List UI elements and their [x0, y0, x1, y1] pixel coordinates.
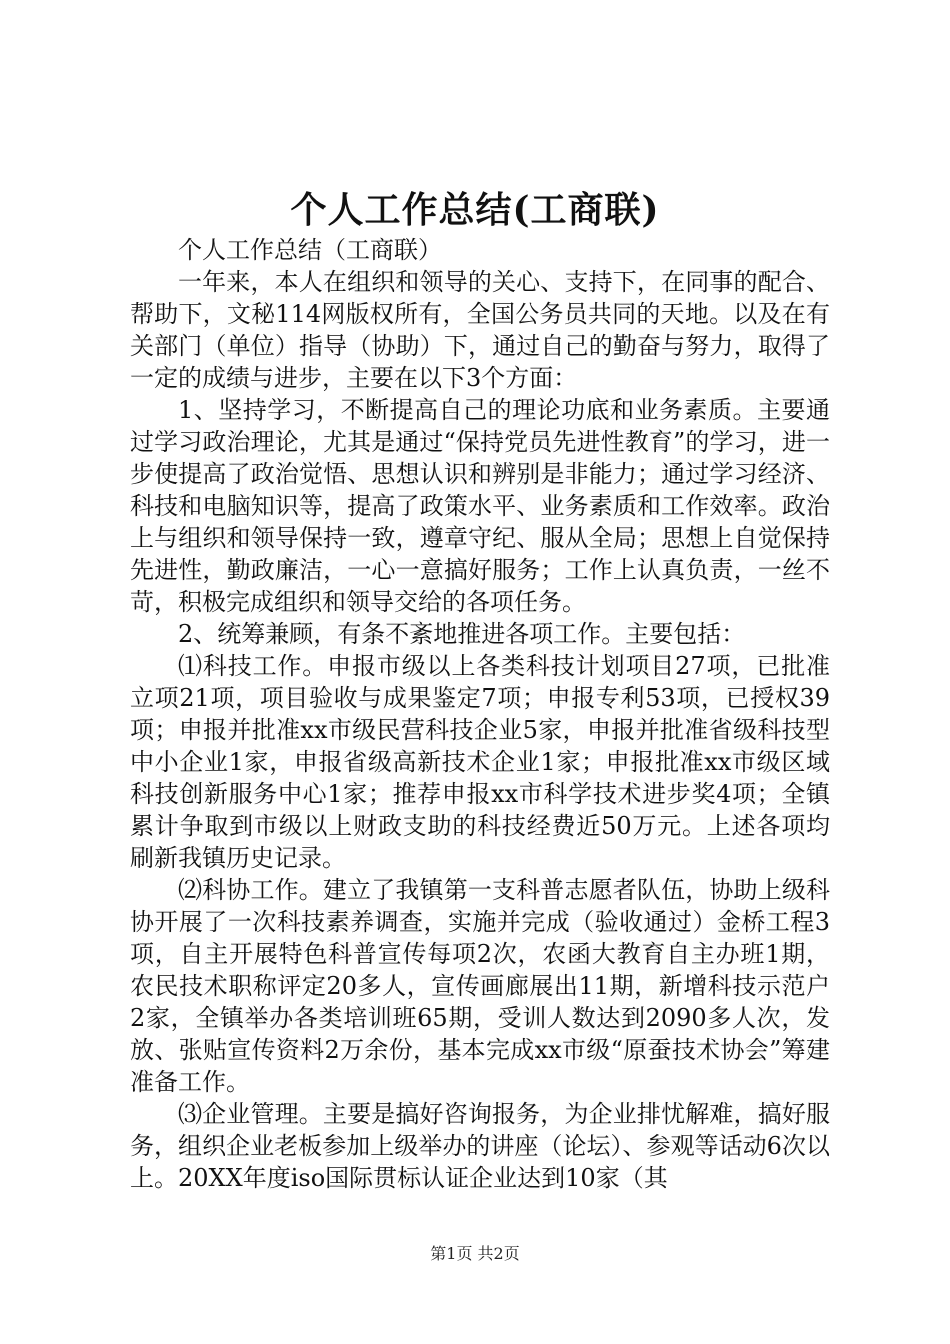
paragraph-coordination: 2、统筹兼顾，有条不紊地推进各项工作。主要包括：	[178, 620, 746, 648]
paragraph-intro: 一年来，本人在组织和领导的关心、支持下，在同事的配合、帮助下，文秘114网版权所有，全国公务员共同的天地。以及在有关部门（单位）指导（协助）下，通过自己的勤奋与努力，取得了一定的成绩与进步，主要在以下3个方面：	[130, 268, 830, 392]
document-title: 个人工作总结(工商联)	[290, 189, 660, 231]
paragraph-tech-work: ⑴科技工作。申报市级以上各类科技计划项目27项，已批准立项21项，项目验收与成果鉴定7项；申报专利53项，已授权39项；申报并批准xx市级民营科技企业5家，申报并批准省级科技型中小企业1家，申报省级高新技术企业1家；申报批准xx市级区域科技创新服务中心1家；推荐申报xx市科学技术进步奖4项；全镇累计争取到市级以上财政支助的科技经费近50万元。上述各项均刷新我镇历史记录。	[130, 652, 830, 872]
paragraph-subtitle: 个人工作总结（工商联）	[178, 236, 442, 264]
paragraph-enterprise-management: ⑶企业管理。主要是搞好咨询报务，为企业排忧解难，搞好服务，组织企业老板参加上级举办的讲座（论坛）、参观等话动6次以上。20XX年度iso国际贯标认证企业达到10家（其	[130, 1100, 830, 1192]
page-number-footer: 第1页 共2页	[430, 1244, 520, 1263]
paragraph-science-association: ⑵科协工作。建立了我镇第一支科普志愿者队伍，协助上级科协开展了一次科技素养调查，实施并完成（验收通过）金桥工程3项，自主开展特色科普宣传每项2次，农函大教育自主办班1期，农民技术职称评定20多人，宣传画廊展出11期，新增科技示范户2家，全镇举办各类培训班65期，受训人数达到2090多人次，发放、张贴宣传资料2万余份，基本完成xx市级“原蚕技术协会”筹建准备工作。	[130, 876, 830, 1096]
paragraph-study: 1、坚持学习，不断提高自己的理论功底和业务素质。主要通过学习政治理论，尤其是通过“保持党员先进性教育”的学习，进一步使提高了政治觉悟、思想认识和辨别是非能力；通过学习经济、科技和电脑知识等，提高了政策水平、业务素质和工作效率。政治上与组织和领导保持一致，遵章守纪、服从全局；思想上自觉保持先进性，勤政廉洁，一心一意搞好服务；工作上认真负责，一丝不苛，积极完成组织和领导交给的各项任务。	[130, 396, 830, 616]
document-body	[130, 234, 830, 1194]
